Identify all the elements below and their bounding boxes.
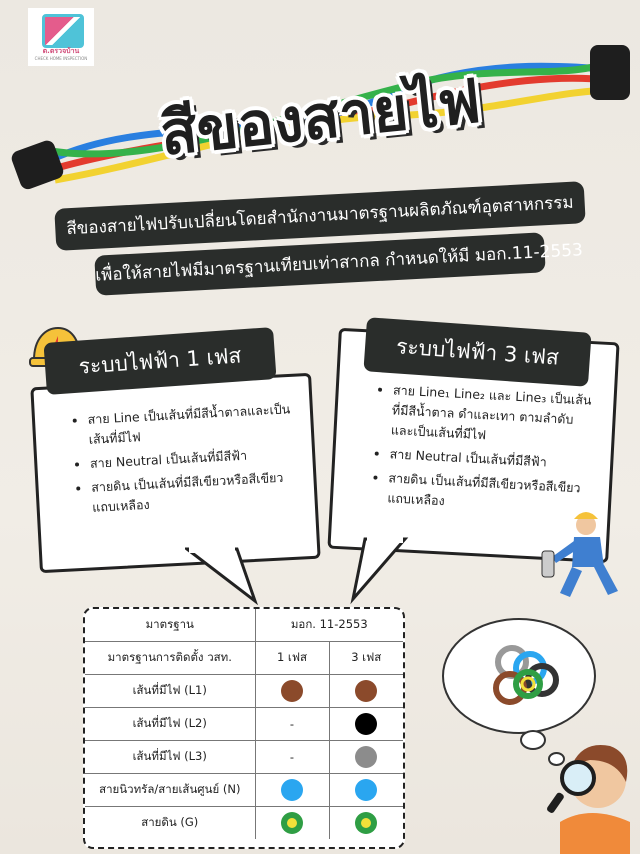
logo [28, 8, 94, 66]
blue-dot [281, 779, 303, 801]
three-phase-list [367, 379, 594, 522]
green-yellow-dot [355, 812, 377, 834]
table-row [85, 774, 403, 807]
table-col-3-phase: 3 เฟส [329, 642, 403, 675]
cell-none: - [255, 708, 329, 741]
row-label-l2: เส้นที่มีไฟ (L2) [85, 708, 255, 741]
table-row [85, 708, 403, 741]
row-label-neutral: สายนิวทรัล/สายเส้นศูนย์ (N) [85, 774, 255, 807]
logo-tagline: CHECK HOME INSPECTION [34, 56, 88, 61]
single-phase-item: • สาย Line เป็นเส้นที่มีสีน้ำตาลและเป็นเส้นที่มีไฟ [87, 399, 294, 450]
table-header-label: มาตรฐาน [85, 609, 255, 642]
logo-name: ต.ตรวจบ้าน [42, 47, 80, 55]
table-row [85, 675, 403, 708]
table-row [85, 741, 403, 774]
logo-icon [42, 14, 84, 48]
table-header-row [85, 609, 403, 642]
row-label-l3: เส้นที่มีไฟ (L3) [85, 741, 255, 774]
single-phase-item: • สายดิน เป็นเส้นที่มีสีเขียวหรือสีเขียวแถบเหลือง [91, 467, 298, 518]
three-phase-item: • สาย Neutral เป็นเส้นที่มีสีฟ้า [389, 444, 590, 474]
table-header-value: มอก. 11-2553 [255, 609, 403, 642]
three-phase-heading: ระบบไฟฟ้า 3 เฟส [363, 317, 591, 387]
row-label-ground: สายดิน (G) [85, 807, 255, 840]
banner-line-1: สีของสายไฟปรับเปลี่ยนโดยสำนักงานมาตรฐานผลิตภัณฑ์อุตสาหกรรม [54, 181, 585, 251]
brown-dot [355, 680, 377, 702]
table-col-1-phase: 1 เฟส [255, 642, 329, 675]
three-phase-bubble-tail [345, 535, 415, 605]
table-sub-header-row [85, 642, 403, 675]
gray-dot [355, 746, 377, 768]
brown-dot [281, 680, 303, 702]
row-label-l1: เส้นที่มีไฟ (L1) [85, 675, 255, 708]
electrician-illustration [538, 505, 628, 605]
blue-dot [355, 779, 377, 801]
three-phase-item: • สาย Line₁ Line₂ และ Line₃ เป็นเส้นที่มีสีน้ำตาล ดำและเทา ตามลำดับ และเป็นเส้นที่มีไฟ [390, 380, 593, 450]
single-phase-bubble-tail [185, 545, 265, 605]
table-row [85, 807, 403, 840]
cable-coils-icon [480, 640, 570, 710]
banner-line-2: เพื่อให้สายไฟมีมาตรฐานเทียบเท่าสากล กำหนดให้มี มอก.11-2553 [94, 232, 545, 295]
three-phase-item: • สายดิน เป็นเส้นที่มีสีเขียวหรือสีเขียวแถบเหลือง [387, 468, 589, 518]
single-phase-heading: ระบบไฟฟ้า 1 เฟส [43, 327, 276, 395]
inspector-illustration [540, 730, 640, 854]
cell-none: - [255, 741, 329, 774]
single-phase-list [67, 399, 298, 523]
green-yellow-dot [281, 812, 303, 834]
single-phase-item: • สาย Neutral เป็นเส้นที่มีสีฟ้า [89, 443, 295, 474]
table-sub-header-label: มาตรฐานการติดตั้ง วสท. [85, 642, 255, 675]
page-title: สีของสายไฟ [156, 66, 484, 170]
wire-color-table [83, 607, 405, 849]
black-dot [355, 713, 377, 735]
